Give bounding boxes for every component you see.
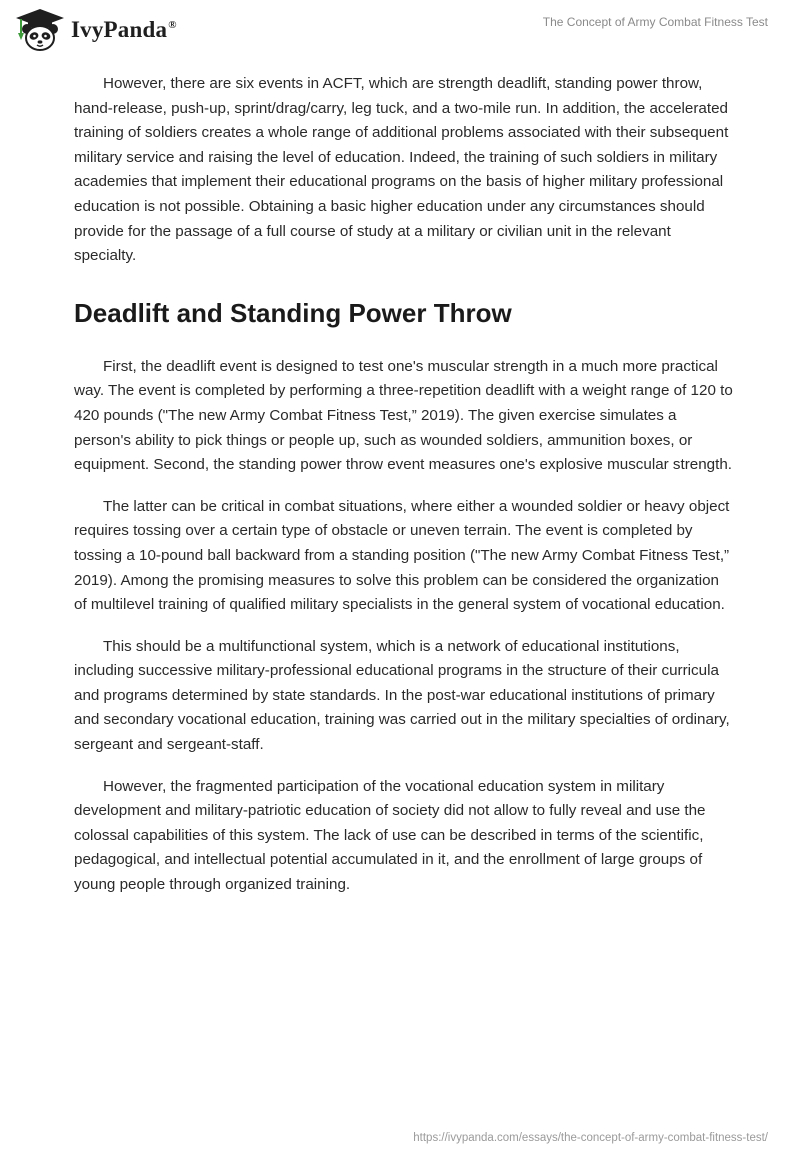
essay-body bbox=[74, 72, 734, 915]
paragraph: However, the fragmented participation of the vocational education system in military development and military-patriotic education of society did not allow to fully reveal and use the colossal capabilities of this system. The lack of use can be described in terms of the scientific, pedagogical, and intellectual potential accumulated in it, and the enrollment of large groups of young people through organized training. bbox=[74, 777, 706, 894]
page-header bbox=[0, 0, 800, 64]
document-title: The Concept of Army Combat Fitness Test bbox=[542, 15, 768, 29]
section-heading: Deadlift and Standing Power Throw bbox=[74, 297, 512, 328]
logo-text: IvyPanda® bbox=[71, 17, 177, 42]
paragraph: This should be a multifunctional system, which is a network of educational institutions, including successive military-professional educational programs in the structure of their curricula and programs determined by state standards. In the post-war educational institutions of primary and secondary vocational education, training was carried out in the military specialties of ordinary, sergeant and sergeant-staff. bbox=[74, 637, 730, 754]
ivypanda-logo[interactable] bbox=[14, 7, 177, 53]
paragraph: The latter can be critical in combat situations, where either a wounded soldier or heavy object requires tossing over a certain type of obstacle or uneven terrain. The event is completed by tossing a 10-pound ball backward from a standing position ("The new Army Combat Fitness Test,” 2019). Among the promising measures to solve this problem can be considered the organization of multilevel training of qualified military specialists in the general system of vocational education. bbox=[74, 497, 730, 614]
paragraph: First, the deadlift event is designed to test one's muscular strength in a much more practical way. The event is completed by performing a three-repetition deadlift with a weight range of 120 to 420 pounds ("The new Army Combat Fitness Test,” 2019). The given exercise simulates a person's ability to pick things or people up, such as wounded soldiers, ammunition boxes, or equipment. Second, the standing power throw event measures one's explosive muscular strength. bbox=[74, 357, 733, 474]
intro-paragraph: However, there are six events in ACFT, which are strength deadlift, standing power throw, hand-release, push-up, sprint/drag/carry, leg tuck, and a two-mile run. In addition, the accelerated training of soldiers creates a whole range of additional problems associated with their subsequent military service and raising the level of education. Indeed, the training of such soldiers in military academies that implement their educational programs on the basis of higher military professional education is not possible. Obtaining a basic higher education under any circumstances should provide for the passage of a full course of study at a military or civilian unit in the relevant specialty. bbox=[74, 75, 729, 265]
source-url[interactable]: https://ivypanda.com/essays/the-concept-of-army-combat-fitness-test/ bbox=[413, 1132, 768, 1144]
panda-graduation-cap-icon bbox=[14, 7, 66, 53]
